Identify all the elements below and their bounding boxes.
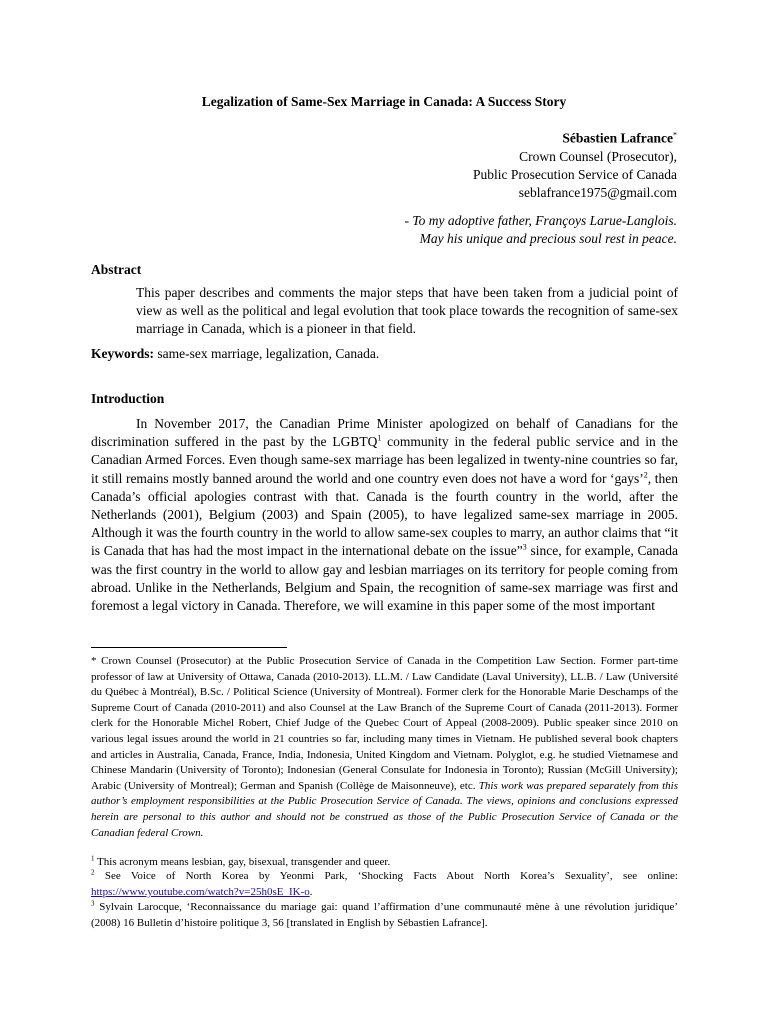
footnote-separator [91,647,287,648]
footnote-ref-2[interactable]: 2 [643,470,648,480]
footnote-ref-3[interactable]: 3 [522,542,527,552]
author-footnote-text: * Crown Counsel (Prosecutor) at the Public Prosecution Service of Canada in the Competition Law Section. Former part-time professor of law at University of Ottawa, Canada (2010-2013). LL.M. / Law Candidate (Laval University), LL.B. / Law (Université du Québec à Montréal), B.Sc. / Political Science (University of Montreal). Former clerk for the Honorable Marie Deschamps of the Supreme Court of Canada (2010-2011) and also Counsel at the Law Branch of the Supreme Court of Canada (2011-2013). Former clerk for the Honorable Michel Robert, Chief Judge of the Quebec Court of Appeal (2008-2009). Public speaker since 2010 on various legal issues around the world in 21 countries so far, including many times in Vietnam. He published several book chapters and articles in Australia, Canada, France, India, Indonesia, United Kingdom and Vietnam. Polyglot, e.g. he studied Vietnamese and Chinese Mandarin (University of Toronto); Indonesian (General Consulate for Indonesia in Toronto); Russian (McGill University); Arabic (University of Montreal); German and Spanish (Collège de Maisonneuve), etc. [91,655,678,792]
intro-text-4: since, for example, Canada was the first country in the world to allow gay and lesbian marriages on its territory for people coming from abroad. Unlike in the Netherlands, Belgium and Spain, the recognition of same-sex marriage was first and foremost a legal victory in Canada. Therefore, we will examine in this paper some of the most important [91,543,678,614]
footnote-3-number: 3 [91,899,95,908]
footnote-1-text: This acronym means lesbian, gay, bisexual, transgender and queer. [94,856,391,868]
dedication-line-2: May his unique and precious soul rest in peace. [419,231,677,246]
dedication-line-1: - To my adoptive father, Françoys Larue-Langlois. [404,213,677,228]
author-role: Crown Counsel (Prosecutor), [519,148,677,164]
abstract-text: This paper describes and comments the major steps that have been taken from a judicial point of view as well as the political and legal evolution that took place towards the recognition of same-sex marriage in Canada, which is a pioneer in that field. [136,285,678,336]
intro-text-2: community in the federal public service and in the Canadian Armed Forces. Even though same-sex marriage has been legalized in twenty-nine countries so far, it still remains mostly banned around the world and one country even does not have a word for ‘gays’ [91,434,678,486]
intro-text-3: , then Canada’s official apologies contrast with that. Canada is the fourth country in the world, after the Netherlands (2001), Belgium (2003) and Spain (2005), to have legalized same-sex marriage in 2005. Although it was the fourth country in the world to allow same-sex couples to marry, an author claims that “it is Canada that has had the most impact in the international debate on the issue” [91,470,679,559]
keywords-label: Keywords: [91,346,154,361]
footnote-2-link[interactable]: https://www.youtube.com/watch?v=25h0sE_IK-o [91,885,310,898]
footnote-2-end: . [309,885,313,898]
footnote-3 [91,900,678,931]
footnote-2 [91,869,678,900]
introduction-paragraph [91,415,678,615]
author-name-line [473,126,677,148]
introduction-heading: Introduction [91,391,165,406]
author-email: seblafrance1975@gmail.com [518,184,677,200]
author-footnote-disclaimer: This work was prepared separately from this author’s employment responsibilities at the Public Prosecution Service of Canada. The views, opinions and conclusions expressed herein are personal to this author and should not be construed as those of the Public Prosecution Service of Canada or the Canadian federal Crown. [91,779,679,839]
footnote-3-text: Sylvain Larocque, ‘Reconnaissance du mariage gai: quand l’affirmation d’une communauté mène à une révolution juridique’ (2008) 16 Bulletin d’histoire politique 3, 56 [translated in English by Sébastien Lafrance]. [91,901,678,929]
paper-title: Legalization of Same-Sex Marriage in Canada: A Success Story [201,94,567,109]
footnote-2-number: 2 [91,868,95,877]
abstract-heading: Abstract [91,262,142,277]
footnote-2-text: See Voice of North Korea by Yeonmi Park, ‘Shocking Facts About North Korea’s Sexuality’, see online: [94,870,678,882]
footnote-ref-1[interactable]: 1 [377,433,382,443]
keywords [91,346,379,362]
keywords-text: same-sex marriage, legalization, Canada. [154,346,380,361]
author-block [473,126,677,202]
footnote-1-number: 1 [91,854,95,863]
author-footnote [91,654,678,841]
author-footnote-mark: * [673,130,677,139]
author-name: Sébastien Lafrance [562,130,673,146]
dedication [405,212,678,248]
author-organization: Public Prosecution Service of Canada [473,166,677,182]
intro-text-1: In November 2017, the Canadian Prime Minister apologized on behalf of Canadians for the discrimination suffered in the past by the LGBTQ [91,416,678,450]
